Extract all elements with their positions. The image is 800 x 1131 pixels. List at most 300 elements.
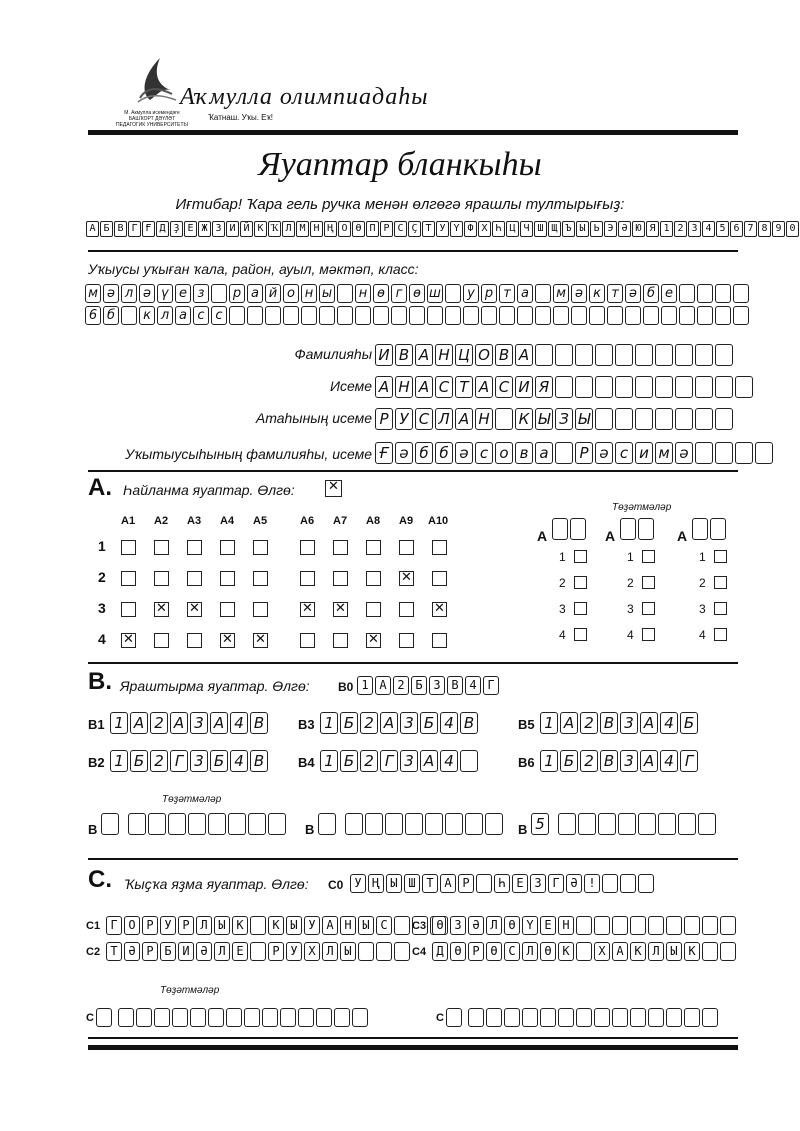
correction-cell[interactable] — [101, 813, 119, 835]
answer-cell[interactable]: 1 — [110, 750, 128, 772]
letter-cell[interactable] — [635, 344, 653, 366]
answer-cell[interactable]: А — [612, 942, 628, 961]
letter-cell[interactable]: ә — [139, 284, 155, 303]
answer-cell[interactable]: А — [210, 712, 228, 734]
answer-cell[interactable]: Р — [142, 942, 158, 961]
letter-cell[interactable] — [735, 442, 753, 464]
short-answer-row[interactable] — [432, 942, 738, 961]
answer-cell[interactable]: Е — [540, 916, 556, 935]
letter-cell[interactable] — [715, 284, 731, 303]
correction-cell[interactable] — [446, 1008, 462, 1027]
answer-cell[interactable]: Л — [322, 942, 338, 961]
answer-cell[interactable]: А — [322, 916, 338, 935]
matching-answer-row[interactable] — [110, 750, 270, 772]
correction-checkbox[interactable] — [714, 550, 727, 563]
answer-cell[interactable] — [630, 916, 646, 935]
letter-cell[interactable] — [589, 306, 605, 325]
correction-cell[interactable] — [172, 1008, 188, 1027]
answer-cell[interactable] — [702, 942, 718, 961]
correction-cell[interactable] — [684, 1008, 700, 1027]
answer-cell[interactable]: А — [640, 750, 658, 772]
correction-checkbox[interactable] — [574, 550, 587, 563]
answer-cell[interactable] — [702, 916, 718, 935]
letter-cell[interactable]: и — [635, 442, 653, 464]
answer-cell[interactable]: У — [304, 916, 320, 935]
answer-cell[interactable]: Л — [196, 916, 212, 935]
letter-cell[interactable] — [355, 306, 371, 325]
answer-cell[interactable]: Л — [214, 942, 230, 961]
correction-checkbox[interactable] — [574, 576, 587, 589]
correction-cell[interactable] — [692, 518, 708, 540]
correction-checkbox[interactable] — [642, 576, 655, 589]
letter-cell[interactable]: А — [455, 408, 473, 430]
letter-cell[interactable] — [535, 306, 551, 325]
correction-cell[interactable] — [558, 1008, 574, 1027]
answer-cell[interactable]: Д — [432, 942, 448, 961]
correction-cell[interactable] — [280, 1008, 296, 1027]
letter-cell[interactable]: е — [175, 284, 191, 303]
correction-cell[interactable] — [638, 813, 656, 835]
letter-cell[interactable]: А — [415, 376, 433, 398]
answer-checkbox[interactable] — [432, 571, 447, 586]
letter-cell[interactable] — [695, 376, 713, 398]
answer-checkbox[interactable] — [187, 571, 202, 586]
correction-checkbox[interactable] — [642, 628, 655, 641]
correction-cell[interactable] — [594, 1008, 610, 1027]
correction-cell[interactable] — [465, 813, 483, 835]
correction-cell[interactable] — [352, 1008, 368, 1027]
correction-number-cell[interactable] — [101, 813, 121, 835]
letter-cell[interactable]: З — [555, 408, 573, 430]
letter-cell[interactable]: б — [415, 442, 433, 464]
correction-cell[interactable] — [345, 813, 363, 835]
patronymic-input[interactable] — [375, 408, 735, 430]
answer-cell[interactable]: Р — [468, 942, 484, 961]
correction-cell[interactable] — [618, 813, 636, 835]
answer-cell[interactable] — [684, 916, 700, 935]
correction-cell[interactable] — [468, 1008, 484, 1027]
letter-cell[interactable]: Ғ — [375, 442, 393, 464]
correction-cell[interactable] — [262, 1008, 278, 1027]
answer-cell[interactable]: Р — [268, 942, 284, 961]
letter-cell[interactable] — [661, 306, 677, 325]
answer-cell[interactable]: К — [684, 942, 700, 961]
answer-cell[interactable]: 2 — [150, 712, 168, 734]
correction-cell[interactable] — [334, 1008, 350, 1027]
correction-cell[interactable] — [208, 813, 226, 835]
answer-cell[interactable]: 3 — [190, 750, 208, 772]
answer-cell[interactable] — [576, 916, 592, 935]
letter-cell[interactable] — [607, 306, 623, 325]
letter-cell[interactable]: а — [175, 306, 191, 325]
letter-cell[interactable] — [625, 306, 641, 325]
letter-cell[interactable]: В — [495, 344, 513, 366]
school-input-line-2[interactable] — [85, 306, 751, 325]
answer-cell[interactable]: К — [232, 916, 248, 935]
correction-cell[interactable] — [118, 1008, 134, 1027]
letter-cell[interactable] — [655, 344, 673, 366]
correction-cell[interactable] — [226, 1008, 242, 1027]
letter-cell[interactable] — [595, 344, 613, 366]
letter-cell[interactable]: м — [655, 442, 673, 464]
correction-cell[interactable] — [190, 1008, 206, 1027]
correction-checkbox[interactable] — [714, 602, 727, 615]
correction-cell[interactable] — [658, 813, 676, 835]
answer-checkbox[interactable] — [399, 540, 414, 555]
correction-checkbox[interactable] — [574, 602, 587, 615]
letter-cell[interactable]: Ы — [575, 408, 593, 430]
answer-checkbox[interactable]: ✕ — [253, 633, 268, 648]
answer-cell[interactable]: Б — [340, 712, 358, 734]
letter-cell[interactable]: а — [517, 284, 533, 303]
answer-cell[interactable]: Т — [106, 942, 122, 961]
answer-cell[interactable]: Х — [304, 942, 320, 961]
letter-cell[interactable]: с — [193, 306, 209, 325]
letter-cell[interactable]: К — [515, 408, 533, 430]
letter-cell[interactable]: м — [553, 284, 569, 303]
answer-checkbox[interactable] — [253, 602, 268, 617]
correction-cell[interactable] — [136, 1008, 152, 1027]
letter-cell[interactable]: л — [121, 284, 137, 303]
correction-number-cell[interactable] — [318, 813, 338, 835]
short-answer-row[interactable] — [106, 942, 412, 961]
letter-cell[interactable]: Ц — [455, 344, 473, 366]
correction-checkbox[interactable] — [574, 628, 587, 641]
answer-cell[interactable]: Р — [178, 916, 194, 935]
correction-cell[interactable] — [540, 1008, 556, 1027]
correction-cell[interactable] — [298, 1008, 314, 1027]
letter-cell[interactable]: у — [463, 284, 479, 303]
letter-cell[interactable] — [571, 306, 587, 325]
letter-cell[interactable] — [445, 306, 461, 325]
answer-cell[interactable]: З — [450, 916, 466, 935]
letter-cell[interactable]: Н — [395, 376, 413, 398]
letter-cell[interactable]: Я — [535, 376, 553, 398]
answer-cell[interactable]: Л — [486, 916, 502, 935]
correction-cell[interactable] — [578, 813, 596, 835]
letter-cell[interactable]: ү — [157, 284, 173, 303]
letter-cell[interactable]: У — [395, 408, 413, 430]
answer-cell[interactable]: Г — [680, 750, 698, 772]
letter-cell[interactable] — [427, 306, 443, 325]
answer-cell[interactable]: 4 — [660, 750, 678, 772]
answer-cell[interactable]: У — [286, 942, 302, 961]
letter-cell[interactable] — [655, 376, 673, 398]
answer-checkbox[interactable]: ✕ — [366, 633, 381, 648]
correction-cell[interactable] — [698, 813, 716, 835]
answer-cell[interactable]: И — [178, 942, 194, 961]
answer-cell[interactable]: Ә — [124, 942, 140, 961]
answer-cell[interactable]: Л — [648, 942, 664, 961]
answer-cell[interactable]: Ы — [666, 942, 682, 961]
matching-answer-row[interactable] — [320, 712, 480, 734]
correction-cell[interactable] — [552, 518, 568, 540]
correction-number-cell[interactable] — [96, 1008, 114, 1027]
letter-cell[interactable]: С — [435, 376, 453, 398]
answer-cell[interactable] — [358, 942, 374, 961]
letter-cell[interactable] — [283, 306, 299, 325]
surname-input[interactable] — [375, 344, 735, 366]
answer-checkbox[interactable] — [399, 633, 414, 648]
letter-cell[interactable] — [697, 284, 713, 303]
correction-cell[interactable] — [630, 1008, 646, 1027]
letter-cell[interactable]: И — [375, 344, 393, 366]
letter-cell[interactable]: А — [415, 344, 433, 366]
answer-cell[interactable]: 1 — [540, 712, 558, 734]
answer-checkbox[interactable] — [333, 571, 348, 586]
letter-cell[interactable] — [337, 306, 353, 325]
answer-cell[interactable]: 1 — [320, 712, 338, 734]
correction-cell[interactable]: 5 — [531, 813, 549, 835]
letter-cell[interactable] — [643, 306, 659, 325]
answer-checkbox[interactable] — [366, 602, 381, 617]
answer-checkbox[interactable] — [187, 540, 202, 555]
answer-cell[interactable]: В — [600, 750, 618, 772]
answer-cell[interactable]: Ө — [432, 916, 448, 935]
answer-cell[interactable]: 4 — [440, 750, 458, 772]
letter-cell[interactable] — [391, 306, 407, 325]
letter-cell[interactable]: Р — [375, 408, 393, 430]
correction-cell[interactable] — [244, 1008, 260, 1027]
answer-cell[interactable] — [720, 916, 736, 935]
answer-cell[interactable]: Е — [232, 942, 248, 961]
correction-checkbox[interactable] — [642, 550, 655, 563]
answer-cell[interactable] — [394, 916, 410, 935]
letter-cell[interactable]: Р — [575, 442, 593, 464]
answer-cell[interactable]: Ө — [504, 916, 520, 935]
letter-cell[interactable] — [697, 306, 713, 325]
letter-cell[interactable]: ш — [427, 284, 443, 303]
answer-cell[interactable]: 4 — [230, 712, 248, 734]
letter-cell[interactable]: к — [589, 284, 605, 303]
letter-cell[interactable]: е — [661, 284, 677, 303]
letter-cell[interactable] — [715, 442, 733, 464]
answer-checkbox[interactable] — [121, 571, 136, 586]
answer-checkbox[interactable]: ✕ — [220, 633, 235, 648]
answer-checkbox[interactable] — [399, 602, 414, 617]
letter-cell[interactable]: с — [475, 442, 493, 464]
letter-cell[interactable]: ә — [595, 442, 613, 464]
correction-cell[interactable] — [576, 1008, 592, 1027]
correction-cell[interactable] — [485, 813, 503, 835]
answer-checkbox[interactable] — [253, 571, 268, 586]
letter-cell[interactable] — [695, 408, 713, 430]
letter-cell[interactable]: о — [495, 442, 513, 464]
answer-cell[interactable]: Ә — [196, 942, 212, 961]
answer-checkbox[interactable] — [253, 540, 268, 555]
answer-checkbox[interactable] — [154, 571, 169, 586]
answer-cell[interactable] — [250, 916, 266, 935]
answer-cell[interactable]: В — [250, 750, 268, 772]
correction-cell[interactable] — [405, 813, 423, 835]
letter-cell[interactable] — [679, 284, 695, 303]
letter-cell[interactable]: к — [139, 306, 155, 325]
answer-cell[interactable]: В — [460, 712, 478, 734]
letter-cell[interactable] — [535, 344, 553, 366]
letter-cell[interactable] — [373, 306, 389, 325]
correction-cell[interactable] — [228, 813, 246, 835]
letter-cell[interactable] — [595, 408, 613, 430]
answer-cell[interactable] — [666, 916, 682, 935]
letter-cell[interactable] — [635, 408, 653, 430]
answer-checkbox[interactable] — [366, 571, 381, 586]
answer-cell[interactable]: Г — [380, 750, 398, 772]
letter-cell[interactable]: й — [265, 284, 281, 303]
correction-cell[interactable] — [522, 1008, 538, 1027]
answer-checkbox[interactable]: ✕ — [432, 602, 447, 617]
letter-cell[interactable]: С — [415, 408, 433, 430]
letter-cell[interactable]: т — [607, 284, 623, 303]
answer-cell[interactable]: 4 — [440, 712, 458, 734]
letter-cell[interactable]: о — [283, 284, 299, 303]
answer-cell[interactable]: 1 — [110, 712, 128, 734]
letter-cell[interactable]: Л — [435, 408, 453, 430]
letter-cell[interactable] — [265, 306, 281, 325]
answer-cell[interactable]: У — [160, 916, 176, 935]
matching-answer-row[interactable] — [540, 712, 700, 734]
letter-cell[interactable]: ә — [395, 442, 413, 464]
letter-cell[interactable] — [555, 344, 573, 366]
answer-checkbox[interactable]: ✕ — [399, 571, 414, 586]
letter-cell[interactable]: Т — [455, 376, 473, 398]
answer-cell[interactable]: С — [376, 916, 392, 935]
matching-answer-row[interactable] — [320, 750, 480, 772]
answer-cell[interactable] — [648, 916, 664, 935]
letter-cell[interactable] — [635, 376, 653, 398]
letter-cell[interactable] — [553, 306, 569, 325]
letter-cell[interactable]: И — [515, 376, 533, 398]
short-answer-row[interactable] — [106, 916, 448, 935]
matching-answer-row[interactable] — [110, 712, 270, 734]
letter-cell[interactable] — [675, 408, 693, 430]
letter-cell[interactable] — [755, 442, 773, 464]
letter-cell[interactable] — [695, 442, 713, 464]
letter-cell[interactable]: н — [355, 284, 371, 303]
answer-cell[interactable]: Ә — [468, 916, 484, 935]
correction-cell[interactable] — [710, 518, 726, 540]
answer-cell[interactable] — [612, 916, 628, 935]
answer-cell[interactable]: В — [600, 712, 618, 734]
correction-cell[interactable] — [96, 1008, 112, 1027]
school-input-line-1[interactable] — [85, 284, 751, 303]
correction-cell[interactable] — [425, 813, 443, 835]
correction-cell[interactable] — [702, 1008, 718, 1027]
answer-checkbox[interactable]: ✕ — [154, 602, 169, 617]
answer-cell[interactable]: 2 — [150, 750, 168, 772]
letter-cell[interactable] — [675, 344, 693, 366]
answer-cell[interactable]: 4 — [230, 750, 248, 772]
answer-checkbox[interactable]: ✕ — [121, 633, 136, 648]
answer-cell[interactable]: Н — [340, 916, 356, 935]
letter-cell[interactable] — [499, 306, 515, 325]
letter-cell[interactable] — [301, 306, 317, 325]
letter-cell[interactable]: А — [515, 344, 533, 366]
answer-cell[interactable]: В — [250, 712, 268, 734]
letter-cell[interactable] — [337, 284, 353, 303]
correction-cell[interactable] — [154, 1008, 170, 1027]
answer-checkbox[interactable] — [432, 540, 447, 555]
answer-checkbox[interactable] — [121, 540, 136, 555]
correction-cell[interactable] — [666, 1008, 682, 1027]
letter-cell[interactable] — [733, 284, 749, 303]
answer-cell[interactable]: 4 — [660, 712, 678, 734]
answer-checkbox[interactable] — [300, 540, 315, 555]
letter-cell[interactable] — [715, 306, 731, 325]
letter-cell[interactable] — [575, 376, 593, 398]
letter-cell[interactable] — [535, 284, 551, 303]
letter-cell[interactable] — [481, 306, 497, 325]
answer-cell[interactable]: Х — [594, 942, 610, 961]
letter-cell[interactable]: Ы — [535, 408, 553, 430]
correction-cell[interactable] — [188, 813, 206, 835]
correction-cell[interactable] — [316, 1008, 332, 1027]
answer-cell[interactable]: Ө — [450, 942, 466, 961]
correction-cell[interactable] — [638, 518, 654, 540]
answer-checkbox[interactable] — [154, 633, 169, 648]
letter-cell[interactable] — [247, 306, 263, 325]
letter-cell[interactable]: б — [435, 442, 453, 464]
correction-cell[interactable] — [648, 1008, 664, 1027]
correction-cell[interactable] — [365, 813, 383, 835]
answer-cell[interactable]: Н — [558, 916, 574, 935]
letter-cell[interactable] — [555, 376, 573, 398]
letter-cell[interactable]: н — [301, 284, 317, 303]
letter-cell[interactable]: Н — [475, 408, 493, 430]
answer-checkbox[interactable] — [154, 540, 169, 555]
answer-checkbox[interactable]: ✕ — [187, 602, 202, 617]
letter-cell[interactable]: ә — [455, 442, 473, 464]
letter-cell[interactable]: в — [515, 442, 533, 464]
letter-cell[interactable] — [695, 344, 713, 366]
letter-cell[interactable] — [715, 344, 733, 366]
answer-cell[interactable]: 3 — [400, 750, 418, 772]
letter-cell[interactable]: б — [103, 306, 119, 325]
answer-cell[interactable]: 3 — [620, 712, 638, 734]
answer-cell[interactable]: А — [130, 712, 148, 734]
letter-cell[interactable] — [715, 376, 733, 398]
answer-cell[interactable] — [576, 942, 592, 961]
answer-cell[interactable]: Б — [160, 942, 176, 961]
correction-cell[interactable] — [598, 813, 616, 835]
answer-cell[interactable]: 3 — [400, 712, 418, 734]
name-input[interactable] — [375, 376, 755, 398]
letter-cell[interactable]: ә — [675, 442, 693, 464]
letter-cell[interactable] — [615, 408, 633, 430]
correction-number-cell[interactable] — [531, 813, 551, 835]
correction-cell[interactable] — [570, 518, 586, 540]
correction-cells-row[interactable] — [128, 813, 288, 835]
letter-cell[interactable] — [517, 306, 533, 325]
letter-cell[interactable] — [679, 306, 695, 325]
answer-checkbox[interactable] — [121, 602, 136, 617]
answer-cell[interactable]: Ү — [522, 916, 538, 935]
correction-cell[interactable] — [385, 813, 403, 835]
letter-cell[interactable] — [575, 344, 593, 366]
answer-checkbox[interactable] — [220, 602, 235, 617]
answer-cell[interactable]: А — [640, 712, 658, 734]
answer-checkbox[interactable] — [366, 540, 381, 555]
answer-cell[interactable]: Г — [106, 916, 122, 935]
letter-cell[interactable]: с — [211, 306, 227, 325]
correction-cells-row[interactable] — [118, 1008, 370, 1027]
answer-cell[interactable]: С — [504, 942, 520, 961]
letter-cell[interactable]: ы — [319, 284, 335, 303]
letter-cell[interactable]: ө — [409, 284, 425, 303]
correction-cell[interactable] — [208, 1008, 224, 1027]
letter-cell[interactable]: а — [535, 442, 553, 464]
answer-checkbox[interactable] — [333, 633, 348, 648]
answer-cell[interactable]: А — [560, 712, 578, 734]
